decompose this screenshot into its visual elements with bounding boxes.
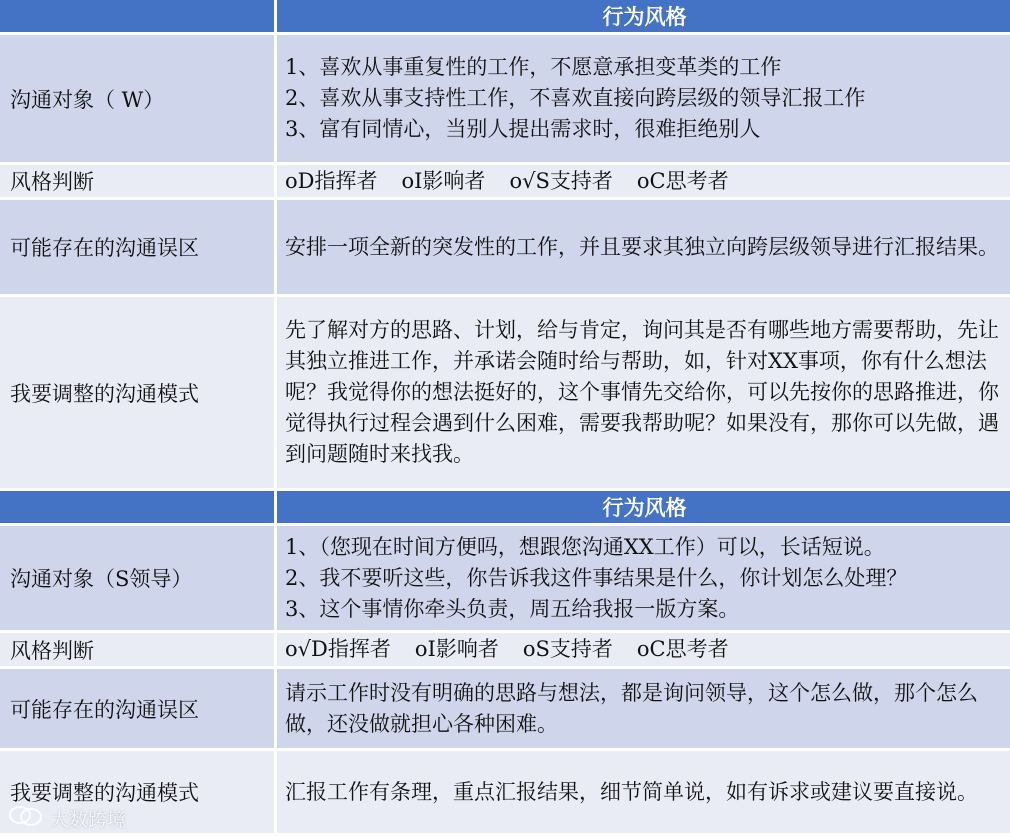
adjust-label: 我要调整的沟通模式 (0, 297, 277, 488)
header-blank-cell (0, 0, 277, 32)
adjust-row (0, 751, 1010, 836)
pitfall-row (0, 669, 1010, 751)
style-option-s: o√S支持者 (509, 168, 613, 193)
style-options (277, 165, 1010, 197)
target-line: 2、我不要听这些，你告诉我这件事结果是什么，你计划怎么处理？ (285, 565, 908, 590)
style-option-i: oI影响者 (414, 637, 499, 661)
style-row (0, 633, 1010, 669)
style-option-d: o√D指挥者 (285, 637, 391, 661)
style-row (0, 165, 1010, 200)
header-title: 行为风格 (277, 491, 1010, 523)
header-blank-cell (0, 491, 277, 523)
pitfall-text: 请示工作时没有明确的思路与想法，都是询问领导，这个怎么做，那个怎么做，还没做就担心各种困难。 (277, 669, 1010, 748)
target-row (0, 526, 1010, 633)
target-description (277, 35, 1010, 162)
chat-bubble-logo-icon (8, 804, 44, 833)
behavior-style-table-2 (0, 491, 1010, 836)
watermark (8, 804, 126, 833)
style-label: 风格判断 (0, 165, 277, 197)
pitfall-label: 可能存在的沟通误区 (0, 200, 277, 294)
header-title: 行为风格 (277, 0, 1010, 32)
adjust-label: 我要调整的沟通模式 (0, 751, 277, 833)
target-label: 沟通对象（ W） (0, 35, 277, 162)
target-line: 1、喜欢从事重复性的工作，不愿意承担变革类的工作 (285, 55, 782, 79)
style-label: 风格判断 (0, 633, 277, 666)
style-option-s: oS支持者 (522, 637, 613, 661)
adjust-text: 先了解对方的思路、计划，给与肯定，询问其是否有哪些地方需要帮助，先让其独立推进工作，并承诺会随时给与帮助，如，针对XX事项，你有什么想法呢？我觉得你的想法挺好的，这个事情先交给你，可以先按你的思路推进，你觉得执行过程会遇到什么困难，需要我帮助呢？如果没有，那你可以先做，遇到问题随时来找我。 (277, 297, 1010, 488)
pitfall-text: 安排一项全新的突发性的工作，并且要求其独立向跨层级领导进行汇报结果。 (277, 200, 1010, 294)
table-header-row (0, 0, 1010, 35)
adjust-text: 汇报工作有条理，重点汇报结果，细节简单说，如有诉求或建议要直接说。 (277, 751, 1010, 833)
style-option-d: oD指挥者 (285, 168, 378, 193)
style-option-i: oI影响者 (401, 168, 486, 193)
style-option-c: oC思考者 (636, 168, 729, 193)
target-line: 3、富有同情心，当别人提出需求时，很难拒绝别人 (285, 117, 761, 141)
target-line: 1、（您现在时间方便吗，想跟您沟通XX工作）可以，长话短说。 (285, 534, 885, 559)
target-row (0, 35, 1010, 165)
style-option-c: oC思考者 (636, 637, 729, 661)
style-options (277, 633, 1010, 666)
pitfall-label: 可能存在的沟通误区 (0, 669, 277, 748)
table-header-row (0, 491, 1010, 526)
watermark-text: 大数跨境 (50, 809, 127, 831)
target-line: 3、这个事情你牵头负责，周五给我报一版方案。 (285, 596, 740, 621)
target-description (277, 526, 1010, 630)
pitfall-row (0, 200, 1010, 297)
target-line: 2、喜欢从事支持性工作，不喜欢直接向跨层级的领导汇报工作 (285, 86, 866, 110)
target-label: 沟通对象（S领导） (0, 526, 277, 630)
adjust-row (0, 297, 1010, 491)
